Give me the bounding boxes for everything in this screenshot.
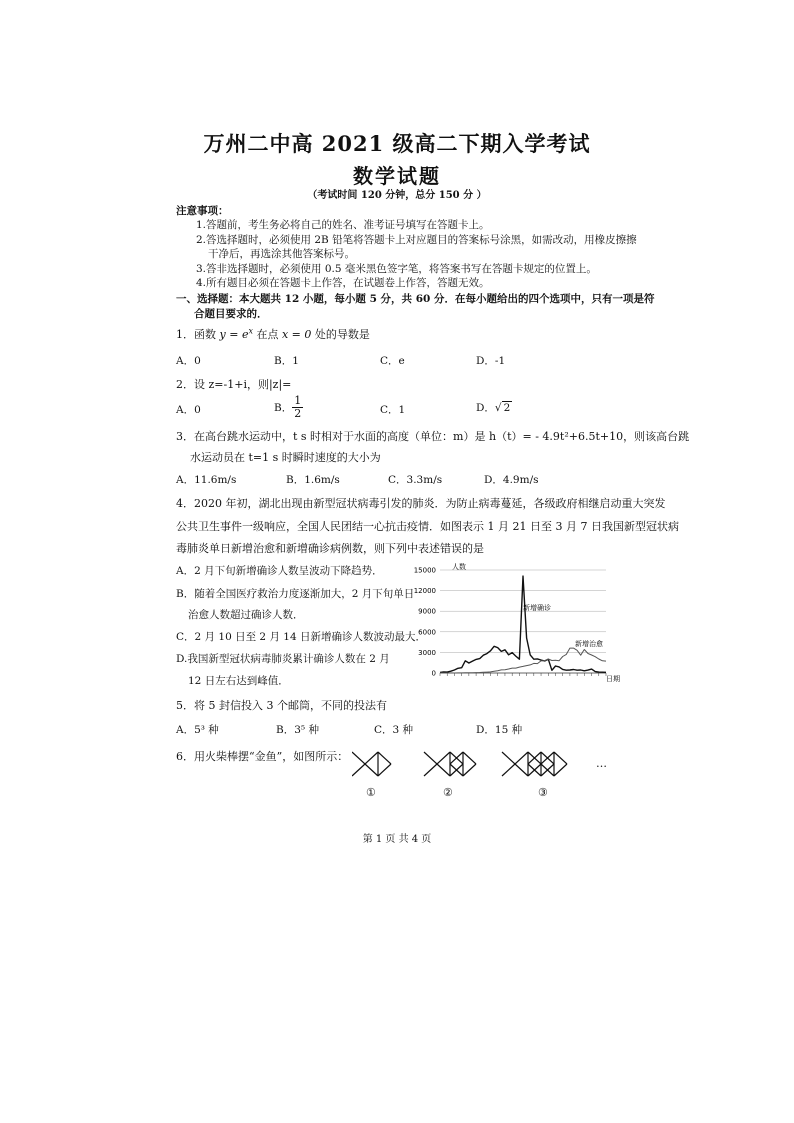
- matchstick: [554, 752, 567, 764]
- q4-option-a: A．2 月下旬新增确诊人数呈波动下降趋势．: [176, 565, 383, 577]
- q2-option-c: C．1: [380, 404, 406, 416]
- q2-option-d: D．√ 2: [476, 402, 511, 414]
- q1-option-a: A．0: [176, 355, 201, 367]
- notice-item-3: 3.答非选择题时，必须使用 0.5 毫米黑色签字笔，将答案书写在答题卡规定的位置上。: [196, 263, 597, 275]
- question-3-stem-cont: 水运动员在 t=1 s 时瞬时速度的大小为: [190, 451, 381, 464]
- y-tick-label: 9000: [418, 607, 436, 616]
- q4-option-d-cont: 12 日左右达到峰值．: [188, 675, 289, 687]
- y-tick-label: 3000: [418, 648, 436, 657]
- matchstick: [352, 764, 365, 776]
- exam-title: 万州二中高 2021 级高二下期入学考试: [203, 131, 591, 156]
- matchstick: [378, 752, 391, 764]
- question-1-stem: 1．函数 $y = e^x$ 在点 x = 0 处的导数是: [176, 326, 370, 341]
- matchstick: [463, 764, 476, 776]
- matchstick: [502, 764, 515, 776]
- figure-label-2: ②: [443, 786, 453, 799]
- notice-item-1: 1.答题前，考生务必将自己的姓名、准考证号填写在答题卡上。: [196, 219, 490, 231]
- q5-option-a: A．5³ 种: [176, 724, 219, 736]
- q3-option-a: A．11.6m/s: [176, 474, 237, 486]
- y-tick-label: 15000: [413, 566, 436, 575]
- matchstick: [515, 752, 528, 764]
- matchstick: [554, 764, 567, 776]
- matchstick: [365, 752, 378, 764]
- q1-option-c: C．e: [380, 355, 405, 367]
- matchstick: [502, 752, 515, 764]
- question-6-stem: 6．用火柴棒摆“金鱼”，如图所示：: [176, 750, 349, 763]
- section-heading: 一、选择题：本大题共 12 小题，每小题 5 分，共 60 分．在每小题给出的四个选项中，只有一项是符: [176, 293, 655, 305]
- q1-option-d: D．-1: [476, 355, 506, 367]
- y-tick-label: 0: [431, 669, 436, 678]
- q4-option-b: B．随着全国医疗救治力度逐渐加大，2 月下旬单日: [176, 588, 415, 600]
- q2-option-a: A．0: [176, 404, 201, 416]
- q4-option-c: C．2 月 10 日至 2 月 14 日新增确诊人数波动最大．: [176, 631, 426, 643]
- matchstick: [515, 764, 528, 776]
- fish-figure-1: [352, 752, 391, 776]
- q3-option-d: D．4.9m/s: [484, 474, 539, 486]
- series-label-confirmed: 新增确诊: [523, 604, 551, 612]
- notice-item-2: 2.答选择题时，必须使用 2B 铅笔将答题卡上对应题目的答案标号涂黑，如需改动，用橡皮擦擦: [196, 234, 637, 246]
- exam-info: （考试时间 120 分钟，总分 150 分 ）: [307, 190, 487, 201]
- q3-option-c: C．3.3m/s: [388, 474, 443, 486]
- matchstick: [424, 752, 437, 764]
- y-axis-label: 人数: [452, 563, 466, 571]
- fish-figure-3: [502, 752, 567, 776]
- q3-option-b: B．1.6m/s: [286, 474, 340, 486]
- question-4-stem-3: 毒肺炎单日新增治愈和新增确诊病例数，则下列中表述错误的是: [176, 542, 484, 555]
- matchstick: [352, 752, 365, 764]
- question-4-stem: 4．2020 年初，湖北出现由新型冠状病毒引发的肺炎．为防止病毒蔓延，各级政府相继启动重大突发: [176, 497, 666, 510]
- matchstick-fish-figures: [352, 742, 622, 804]
- matchstick: [365, 764, 378, 776]
- notice-heading: 注意事项：: [176, 205, 229, 217]
- matchstick: [378, 764, 391, 776]
- page-footer: 第 1 页 共 4 页: [362, 834, 432, 845]
- question-2-stem: 2．设 z=-1+i，则|z|=: [176, 378, 292, 391]
- question-5-stem: 5．将 5 封信投入 3 个邮筒，不同的投法有: [176, 699, 387, 712]
- q4-option-d: D.我国新型冠状病毒肺炎累计确诊人数在 2 月: [176, 653, 390, 665]
- notice-item-4: 4.所有题目必须在答题卡上作答，在试题卷上作答，答题无效。: [196, 277, 490, 289]
- notice-item-2-cont: 干净后，再选涂其他答案标号。: [208, 248, 355, 260]
- section-heading-cont: 合题目要求的．: [194, 308, 268, 320]
- q1-option-b: B．1: [274, 355, 299, 367]
- matchstick: [424, 764, 437, 776]
- y-tick-label: 12000: [413, 587, 436, 596]
- q5-option-c: C．3 种: [374, 724, 414, 736]
- x-axis-label: 日期: [606, 675, 620, 683]
- question-4-stem-2: 公共卫生事件一级响应，全国人民团结一心抗击疫情．如图表示 1 月 21 日至 3 月 7 日我国新型冠状病: [176, 520, 679, 533]
- matchstick: [463, 752, 476, 764]
- y-tick-label: 6000: [418, 628, 436, 637]
- q2-option-b: B． $\frac{1}{2}$: [274, 394, 302, 420]
- fish-figure-2: [424, 752, 476, 776]
- figure-label-1: ①: [366, 786, 376, 799]
- exam-subtitle: 数学试题: [353, 164, 441, 188]
- q5-option-b: B．3⁵ 种: [276, 724, 319, 736]
- figure-ellipsis: …: [596, 757, 607, 770]
- q4-option-b-cont: 治愈人数超过确诊人数．: [188, 609, 304, 621]
- matchstick: [437, 752, 450, 764]
- q5-option-d: D．15 种: [476, 724, 523, 736]
- covid-line-chart: [400, 558, 622, 686]
- series-label-cured: 新增治愈: [575, 640, 603, 648]
- matchstick: [437, 764, 450, 776]
- question-3-stem: 3．在高台跳水运动中，t s 时相对于水面的高度（单位：m）是 h（t）= - 4.9t²+6.5t+10，则该高台跳: [176, 430, 690, 443]
- figure-label-3: ③: [538, 786, 548, 799]
